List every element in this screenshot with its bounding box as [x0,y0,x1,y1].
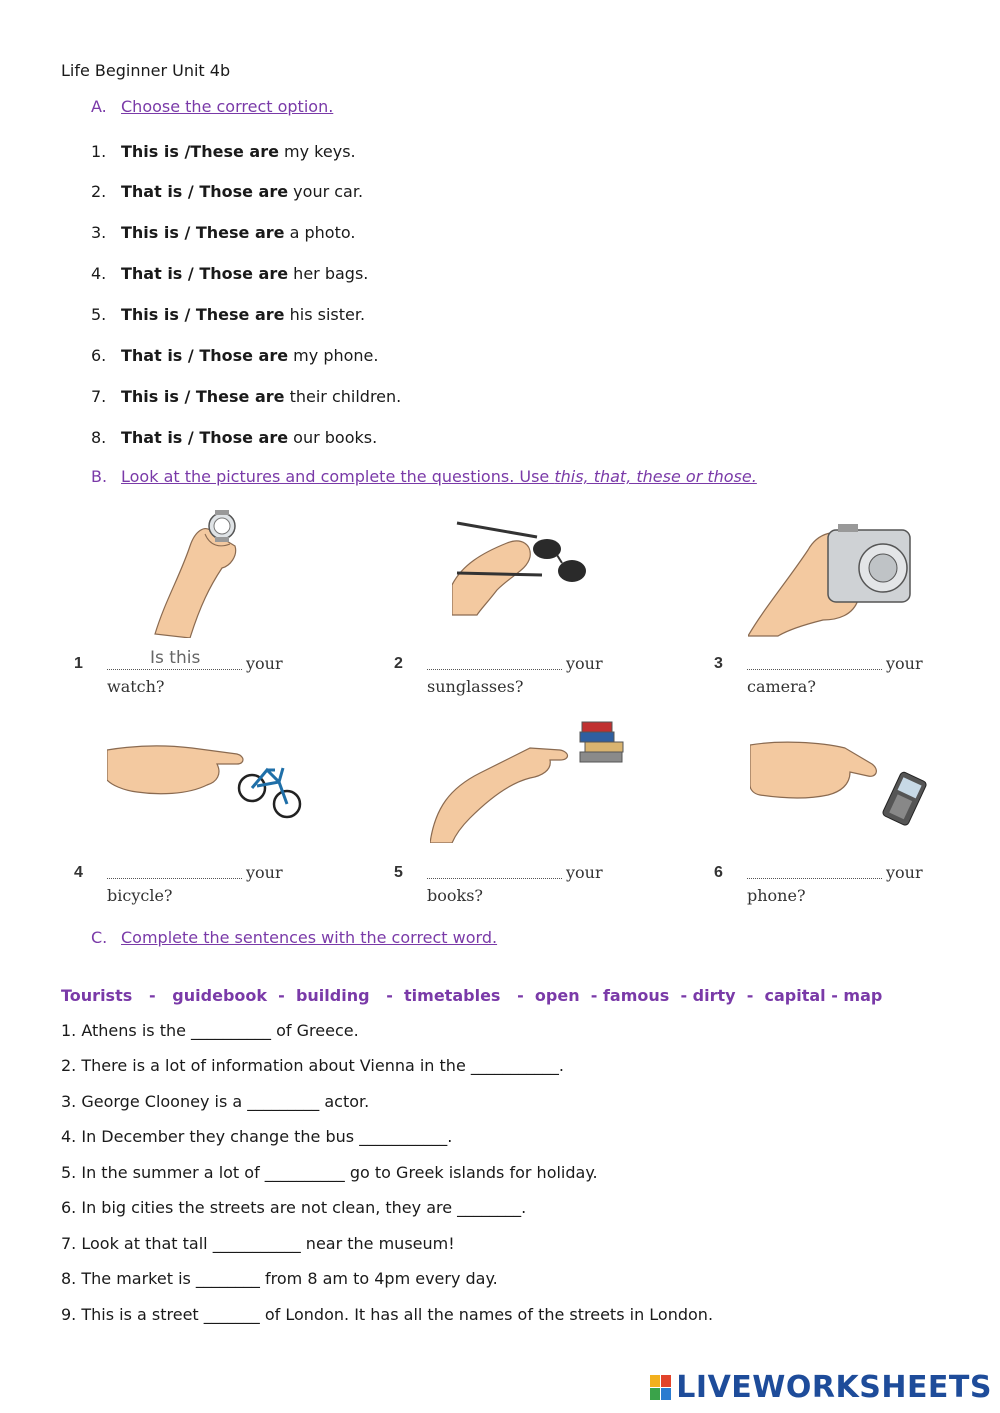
instruction-italic: this, that, these or those. [554,467,757,486]
choice-options[interactable]: That is / Those are [121,428,289,447]
page-title: Life Beginner Unit 4b [61,61,231,80]
picture-number: 5 [394,864,403,881]
your-label: your [566,654,603,673]
picture-number: 2 [394,655,403,672]
your-label: your [566,863,603,882]
item-text: a photo. [284,223,356,242]
sentence[interactable]: 2. There is a lot of information about Vienna in the ___________. [61,1056,564,1075]
object-label: watch? [107,677,165,696]
your-label: your [246,863,283,882]
phone-icon [750,740,930,828]
bicycle-icon [107,740,303,822]
item-text: her bags. [288,264,369,283]
answer-blank[interactable] [747,878,882,879]
object-label: sunglasses? [427,677,524,696]
section-c-instruction: Complete the sentences with the correct word. [121,928,498,947]
answer-blank[interactable] [747,669,882,670]
item-text: their children. [284,387,402,406]
watch-icon [150,506,250,638]
item-text: his sister. [284,305,366,324]
item-number: 1. [91,142,107,161]
item-number: 5. [91,305,107,324]
sentence[interactable]: 8. The market is ________ from 8 am to 4pm every day. [61,1269,498,1288]
picture-number: 3 [714,655,723,672]
picture-number: 4 [74,864,83,881]
your-label: your [246,654,283,673]
item-text: my keys. [278,142,356,161]
object-label: books? [427,886,483,905]
object-label: phone? [747,886,806,905]
answer-text[interactable]: Is this [150,648,201,668]
choice-options[interactable]: That is / Those are [121,346,289,365]
choice-options[interactable]: This is /These are [121,142,279,161]
section-a-letter: A. [91,97,107,116]
sentence[interactable]: 6. In big cities the streets are not clean, they are ________. [61,1198,527,1217]
sentence[interactable]: 7. Look at that tall ___________ near the museum! [61,1234,455,1253]
choice-options[interactable]: This is / These are [121,223,285,242]
sunglasses-icon [452,515,592,620]
your-label: your [886,654,923,673]
camera-icon [748,520,913,638]
item-text: your car. [288,182,364,201]
answer-blank[interactable] [427,669,562,670]
section-c-letter: C. [91,928,108,947]
item-number: 2. [91,182,107,201]
section-b-letter: B. [91,467,108,486]
object-label: camera? [747,677,816,696]
logo-mark-icon [650,1375,672,1401]
choice-options[interactable]: That is / Those are [121,264,289,283]
sentence[interactable]: 5. In the summer a lot of __________ go to Greek islands for holiday. [61,1163,598,1182]
section-a-instruction: Choose the correct option. [121,97,334,116]
logo-text: LIVEWORKSHEETS [676,1370,992,1405]
sentence[interactable]: 3. George Clooney is a _________ actor. [61,1092,370,1111]
books-icon [430,718,628,843]
choice-options[interactable]: This is / These are [121,387,285,406]
object-label: bicycle? [107,886,173,905]
item-number: 6. [91,346,107,365]
answer-blank[interactable] [107,878,242,879]
answer-blank[interactable] [427,878,562,879]
item-text: our books. [288,428,378,447]
instruction-text: Look at the pictures and complete the questions. Use [121,467,555,486]
your-label: your [886,863,923,882]
picture-number: 6 [714,864,723,881]
picture-number: 1 [74,655,83,672]
sentence[interactable]: 4. In December they change the bus ___________. [61,1127,453,1146]
sentence[interactable]: 9. This is a street _______ of London. It has all the names of the streets in London. [61,1305,714,1324]
section-b-instruction [121,467,757,486]
answer-blank[interactable] [107,669,242,670]
choice-options[interactable]: This is / These are [121,305,285,324]
item-number: 8. [91,428,107,447]
choice-options[interactable]: That is / Those are [121,182,289,201]
item-number: 7. [91,387,107,406]
item-text: my phone. [288,346,379,365]
sentence[interactable]: 1. Athens is the __________ of Greece. [61,1021,359,1040]
item-number: 4. [91,264,107,283]
word-bank: Tourists - guidebook - building - timetables - open - famous - dirty - capital - map [61,986,883,1005]
item-number: 3. [91,223,107,242]
liveworksheets-logo[interactable] [650,1369,992,1405]
